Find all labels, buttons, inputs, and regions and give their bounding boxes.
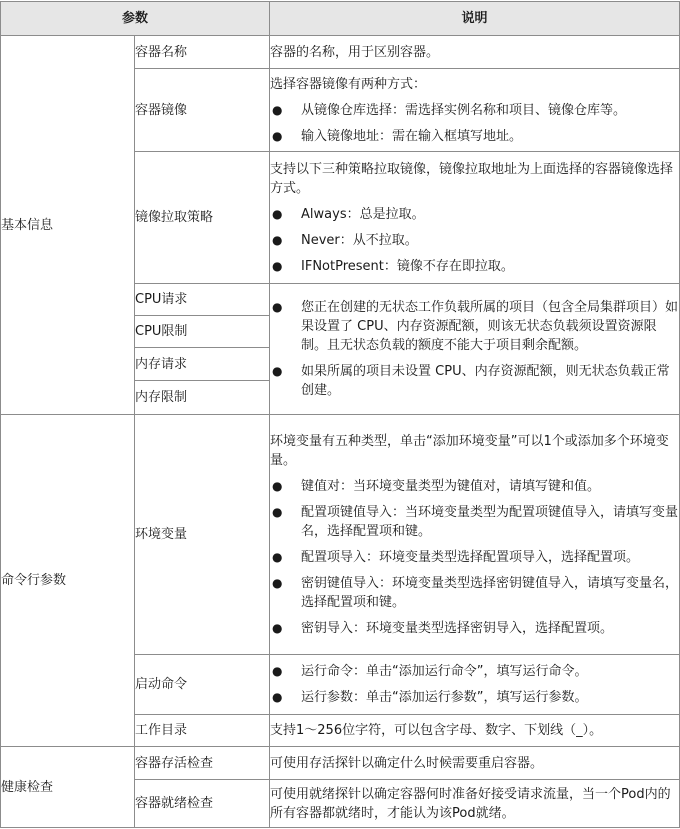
list-item-text: 密钥键值导入：环境变量类型选择密钥键值导入，请填写变量名，选择配置项和键。 xyxy=(301,575,679,610)
desc-intro: 环境变量有五种类型，单击“添加环境变量”可以1个或添加多个环境变量。 xyxy=(270,433,669,468)
list-item-text: 您正在创建的无状态工作负载所属的项目（包含全局集群项目）如果设置了 CPU、内存资源配额，则该无状态负载须设置资源限制。且无状态负载的额度不能大于项目剩余配额。 xyxy=(301,300,679,353)
bullet-list xyxy=(270,205,679,276)
list-item xyxy=(270,477,679,496)
param-mem-limit: 内存限制 xyxy=(135,381,270,415)
desc-resources xyxy=(270,284,680,415)
list-item xyxy=(270,231,679,250)
bullet-icon: ● xyxy=(272,102,283,117)
param-cpu-limit: CPU限制 xyxy=(135,316,270,348)
desc-container-image xyxy=(270,69,680,152)
bullet-icon: ● xyxy=(272,206,283,221)
category-health: 健康检查 xyxy=(1,747,135,828)
parameter-table xyxy=(0,1,680,828)
desc-text: 可使用存活探针以确定什么时候需要重启容器。 xyxy=(270,755,544,771)
desc-text: 可使用就绪探针以确定容器何时准备好接受请求流量，当一个Pod内的所有容器都就绪时，才能认为该Pod就绪。 xyxy=(270,786,671,821)
bullet-icon: ● xyxy=(272,575,283,590)
bullet-icon: ● xyxy=(272,364,283,378)
desc-liveness xyxy=(270,747,680,780)
desc-readiness xyxy=(270,780,680,828)
desc-start-cmd xyxy=(270,655,680,715)
desc-container-name xyxy=(270,36,680,69)
bullet-icon: ● xyxy=(272,478,283,493)
list-item xyxy=(270,662,679,681)
list-item xyxy=(270,619,679,638)
param-readiness: 容器就绪检查 xyxy=(135,780,270,828)
param-pull-policy: 镜像拉取策略 xyxy=(135,152,270,284)
bullet-icon: ● xyxy=(272,504,283,519)
list-item-text: 配置项键值导入：当环境变量类型为配置项键值导入，请填写变量名，选择配置项和键。 xyxy=(301,504,679,539)
list-item xyxy=(270,205,679,224)
list-item xyxy=(270,362,679,400)
table-row xyxy=(1,36,680,69)
list-item xyxy=(270,548,679,567)
bullet-icon: ● xyxy=(272,300,283,314)
bullet-icon: ● xyxy=(272,690,283,704)
list-item-text: IFNotPresent：镜像不存在即拉取。 xyxy=(301,258,514,274)
param-workdir: 工作目录 xyxy=(135,715,270,747)
bullet-list xyxy=(270,101,679,146)
param-env: 环境变量 xyxy=(135,415,270,655)
bullet-icon: ● xyxy=(272,664,283,678)
bullet-icon: ● xyxy=(272,258,283,273)
list-item xyxy=(270,101,679,120)
header-desc: 说明 xyxy=(270,2,680,36)
param-liveness: 容器存活检查 xyxy=(135,747,270,780)
desc-text: 支持1～256位字符，可以包含字母、数字、下划线（_）。 xyxy=(270,723,603,738)
list-item-text: 密钥导入：环境变量类型选择密钥导入，选择配置项。 xyxy=(301,620,614,636)
list-item-text: Always：总是拉取。 xyxy=(301,206,425,222)
list-item xyxy=(270,127,679,146)
bullet-list xyxy=(270,662,679,707)
desc-env xyxy=(270,415,680,655)
header-param: 参数 xyxy=(1,2,270,36)
table-row xyxy=(1,747,680,780)
list-item-text: 输入镜像地址：需在输入框填写地址。 xyxy=(301,128,523,144)
category-cmd: 命令行参数 xyxy=(1,415,135,747)
list-item-text: 从镜像仓库选择：需选择实例名称和项目、镜像仓库等。 xyxy=(301,102,627,118)
list-item xyxy=(270,298,679,355)
param-start-cmd: 启动命令 xyxy=(135,655,270,715)
list-item xyxy=(270,257,679,276)
bullet-icon: ● xyxy=(272,232,283,247)
list-item-text: 运行参数：单击“添加运行参数”，填写运行参数。 xyxy=(301,690,588,705)
table-row xyxy=(1,415,680,655)
list-item-text: 如果所属的项目未设置 CPU、内存资源配额，则无状态负载正常创建。 xyxy=(301,364,670,398)
list-item-text: 配置项导入：环境变量类型选择配置项导入，选择配置项。 xyxy=(301,549,640,565)
list-item-text: 运行命令：单击“添加运行命令”，填写运行命令。 xyxy=(301,664,588,679)
param-container-name: 容器名称 xyxy=(135,36,270,69)
list-item xyxy=(270,688,679,707)
desc-text: 容器的名称，用于区别容器。 xyxy=(270,44,440,60)
list-item-text: 键值对：当环境变量类型为键值对，请填写键和值。 xyxy=(301,478,601,494)
desc-workdir xyxy=(270,715,680,747)
list-item xyxy=(270,503,679,541)
desc-intro: 支持以下三种策略拉取镜像，镜像拉取地址为上面选择的容器镜像选择方式。 xyxy=(270,161,674,196)
table-header-row xyxy=(1,2,680,36)
param-container-image: 容器镜像 xyxy=(135,69,270,152)
desc-pull-policy xyxy=(270,152,680,284)
bullet-list xyxy=(270,477,679,638)
param-cpu-request: CPU请求 xyxy=(135,284,270,316)
bullet-icon: ● xyxy=(272,549,283,564)
bullet-icon: ● xyxy=(272,620,283,635)
list-item xyxy=(270,574,679,612)
list-item-text: Never：从不拉取。 xyxy=(301,232,418,248)
desc-intro: 选择容器镜像有两种方式： xyxy=(270,76,427,92)
bullet-list xyxy=(270,298,679,400)
param-mem-request: 内存请求 xyxy=(135,348,270,381)
bullet-icon: ● xyxy=(272,128,283,143)
category-basic: 基本信息 xyxy=(1,36,135,415)
